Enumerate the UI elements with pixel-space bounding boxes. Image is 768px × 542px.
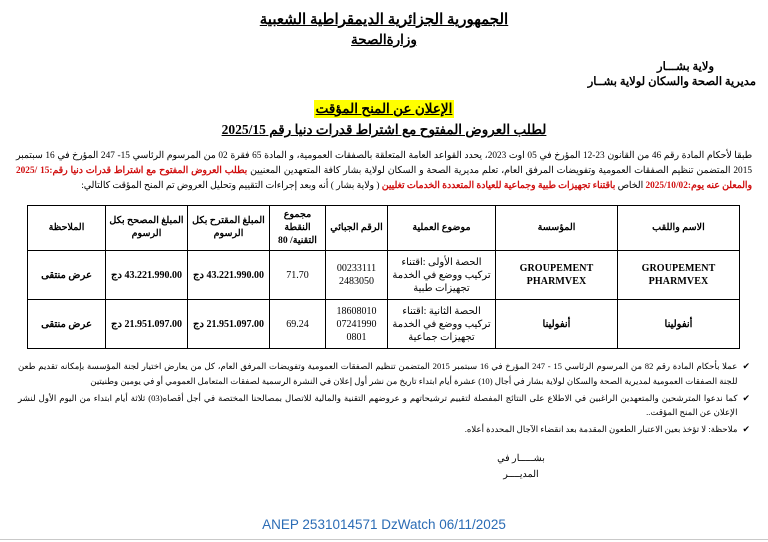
appeal-notes-list [12,359,756,437]
footer-divider [0,539,768,540]
intro-subject-red: باقتناء تجهيزات طبية وجماعية للعيادة المتعددة الخدمات تغليين [381,181,616,192]
list-item [18,422,750,437]
announcement-title-block [12,98,756,140]
check-icon: ✔ [742,361,750,372]
document-header [12,10,756,50]
signature-block [406,451,636,482]
ministry-heading-wrap [12,30,756,50]
col-header-corrected-amount: المبلغ المصحح بكل الرسوم [106,205,188,251]
col-header-proposed-amount: المبلغ المقترح بكل الرسوم [188,205,270,251]
cell-proposed-amount: 21.951.097.00 دج [188,300,270,349]
provisional-award-title: الإعلان عن المنح المؤقت [314,100,455,118]
republic-heading-wrap [12,10,756,30]
cell-tax-number: 18608010 07241990 0801 [326,300,388,349]
check-icon: ✔ [742,423,750,434]
cell-corrected-amount: 43.221.990.00 دج [106,251,188,300]
cell-organization: GROUPEMENT PHARMVEX [496,251,618,300]
signature-place: بشـــــار في [497,453,545,465]
intro-part-2: الخاص [615,181,646,192]
signature-title: المديــــر [503,468,539,480]
table-header-row [28,205,740,251]
cell-name: GROUPEMENT PHARMVEX [618,251,740,300]
intro-tender-reference-red: بطلب العروض المفتوح مع اشتراط قدرات دنيا رقم:15 /2025 والمعلن عنه يوم:2025/10/02 [16,166,752,192]
col-header-name: الاسم واللقب [618,205,740,251]
cell-organization: أنفولينا [496,300,618,349]
cell-subject: الحصة الأولى :اقتناء تركيب ووضع في الخدمة تجهيزات طبية [388,251,496,300]
note-text: ملاحظة: لا تؤخذ بعين الاعتبار الطعون المقدمة بعد انقضاء الآجال المحددة أعلاه. [464,423,738,434]
table-row [28,251,740,300]
health-directorate-name: مديرية الصحة والسكان لولاية بشــار [587,75,756,88]
cell-tax-number: 00233111 2483050 [326,251,388,300]
tender-reference-title: لطلب العروض المفتوح مع اشتراط قدرات دنيا رقم 2025/15 [221,122,547,138]
cell-technical-score: 69.24 [270,300,326,349]
cell-note: عرض منتقى [28,300,106,349]
table-row [28,300,740,349]
legal-intro-paragraph [12,149,756,195]
table-header [28,205,740,251]
wilaya-block [12,60,756,90]
cell-note: عرض منتقى [28,251,106,300]
cell-corrected-amount: 21.951.097.00 دج [106,300,188,349]
note-text: عملا بأحكام المادة رقم 82 من المرسوم الرئاسي 15 - 247 المؤرخ في 16 سبتمبر 2015 المتضمن تنظيم الصفقات العمومية وتفويضات المرفق العام، كل من يعارض اختيار لجنة المؤسسة بإمكانه تقديم طعن للجنة الصفقات العمومية لمديرية الصحة والسكان لولاية بشار في أجال (10) عشرة أيام ابتداء تاريخ من نشر أول إعلان في النشرة الرسمية لصفقات المتعامل العمومي أو في يومين وطنيتين [18,361,738,387]
col-header-organization: المؤسسة [496,205,618,251]
cell-technical-score: 71.70 [270,251,326,300]
ministry-heading: وزارةالصحة [351,32,417,47]
cell-subject: الحصة الثانية :اقتناء تركيب ووضع في الخدمة تجهيزات جماعية [388,300,496,349]
list-item [18,359,750,388]
footer [0,516,768,534]
anep-reference: ANEP 2531014571 DzWatch 06/11/2025 [262,517,506,532]
republic-heading: الجمهورية الجزائرية الديمقراطية الشعبية [259,12,509,28]
cell-proposed-amount: 43.221.990.00 دج [188,251,270,300]
check-icon: ✔ [742,392,750,403]
col-header-technical-score: مجموع النقطة التقنية/ 80 [270,205,326,251]
intro-part-1: طبقا لأحكام المادة رقم 46 من القانون 23-12 المؤرخ في 05 اوت 2023، يحدد القواعد العامة المتعلقة بالصفقات العمومية، و المادة 65 فقرة 02 من المرسوم الرئاسي 15- 247 المؤرخ في 16 سبتمبر 2015 المتضمن تنظيم الصفقات العمومية وتفويضات المرفق العام، تعلم مديرية الصحة و السكان لولاية بشار كافة المتعهدين المعنيين [16,150,753,177]
note-text: كما ندعوا المترشحين والمتعهدين الراغبين في الاطلاع على النتائج المفصلة لتقييم ترشيحاتهم و عروضهم التقنية والمالية للاتصال بمصالحنا المختصة في أجل أقصاه(03) ثلاثة أيام ابتداء من اليوم الأول لنشر الإعلان عن المنح المؤقت.. [18,392,738,418]
intro-part-3: ( ولاية بشار ) أنه وبعد إجراءات التقييم وتحليل العروض تم المنح المؤقت كالتالي: [81,181,382,192]
col-header-subject: موضوع العملية [388,205,496,251]
provisional-award-table [27,205,740,350]
col-header-tax-number: الرقم الجبائي [326,205,388,251]
wilaya-name: ولاية بشـــار [657,61,714,73]
col-header-note: الملاحظة [28,205,106,251]
list-item [18,391,750,420]
award-table-wrapper [28,205,740,350]
table-body [28,251,740,349]
cell-name: أنفولينا [618,300,740,349]
